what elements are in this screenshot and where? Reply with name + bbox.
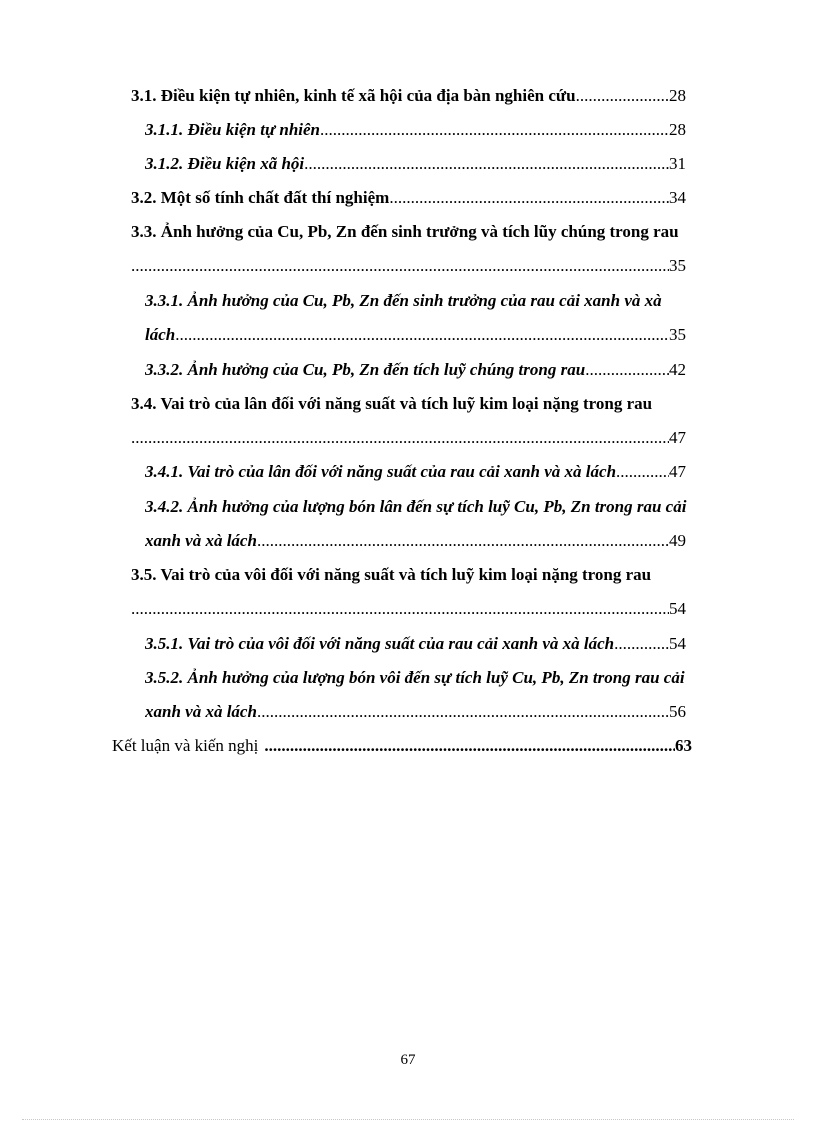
page-bottom-rule: [22, 1119, 794, 1120]
toc-entry-3-4-1[interactable]: [145, 459, 686, 485]
toc-entry-page: 49: [669, 531, 686, 550]
toc-leader-dots: [131, 425, 669, 451]
toc-entry-page: 56: [669, 702, 686, 721]
toc-entry-title-cont: xanh và xà lách: [145, 702, 257, 721]
toc-entry-3-3-leader[interactable]: [131, 253, 686, 279]
toc-entry-page: 63: [675, 736, 692, 755]
toc-entry-3-1-2[interactable]: [145, 151, 686, 177]
toc-leader-dots: [264, 733, 675, 759]
toc-entry-3-3-title[interactable]: [131, 219, 751, 245]
toc-leader-dots: [614, 631, 669, 657]
toc-entry-page: 42: [669, 360, 686, 379]
toc-entry-title: 3.3.2. Ảnh hưởng của Cu, Pb, Zn đến tích luỹ chúng trong rau: [145, 360, 586, 379]
toc-leader-dots: [175, 322, 669, 348]
toc-leader-dots: [131, 596, 669, 622]
toc-entry-3-5-2-leader[interactable]: [145, 699, 686, 725]
toc-entry-title: 3.2. Một số tính chất đất thí nghiệm: [131, 188, 390, 207]
toc-entry-title: 3.1.1. Điều kiện tự nhiên: [145, 120, 321, 139]
toc-entry-title: 3.4.1. Vai trò của lân đối với năng suất của rau cải xanh và xà lách: [145, 462, 617, 481]
toc-leader-dots: [257, 699, 669, 725]
toc-entry-3-5-2-title[interactable]: [145, 665, 745, 691]
toc-entry-page: 34: [669, 188, 686, 207]
toc-entry-conclusion[interactable]: [112, 733, 692, 759]
toc-entry-page: 47: [669, 462, 686, 481]
toc-entry-3-1[interactable]: [131, 83, 686, 109]
toc-leader-dots: [585, 357, 669, 383]
toc-entry-title: 3.1.2. Điều kiện xã hội: [145, 154, 305, 173]
toc-leader-dots: [320, 117, 669, 143]
toc-entry-title: 3.5.1. Vai trò của vôi đối với năng suất của rau cải xanh và xà lách: [145, 634, 615, 653]
toc-entry-3-4-2-leader[interactable]: [145, 528, 686, 554]
toc-entry-page: 47: [669, 428, 686, 447]
toc-leader-dots: [257, 528, 669, 554]
toc-entry-3-4-leader[interactable]: [131, 425, 686, 451]
toc-entry-page: 54: [669, 634, 686, 653]
toc-entry-title: 3.5.2. Ảnh hưởng của lượng bón vôi đến sự tích luỹ Cu, Pb, Zn trong rau cải: [145, 668, 685, 687]
toc-leader-dots: [131, 253, 669, 279]
toc-entry-title: 3.3. Ảnh hưởng của Cu, Pb, Zn đến sinh trưởng và tích lũy chúng trong rau: [131, 222, 679, 241]
toc-entry-3-1-1[interactable]: [145, 117, 686, 143]
toc-leader-dots: [616, 459, 669, 485]
toc-leader-dots: [389, 185, 669, 211]
page-number: 67: [400, 1052, 416, 1068]
toc-entry-3-3-2[interactable]: [145, 357, 686, 383]
toc-entry-title: 3.4.2. Ảnh hưởng của lượng bón lân đến sự tích luỹ Cu, Pb, Zn trong rau cải: [145, 497, 687, 516]
toc-entry-page: 31: [669, 154, 686, 173]
toc-entry-title: 3.3.1. Ảnh hưởng của Cu, Pb, Zn đến sinh trưởng của rau cải xanh và xà: [145, 291, 662, 310]
toc-entry-3-2[interactable]: [131, 185, 686, 211]
toc-leader-dots: [304, 151, 669, 177]
toc-entry-page: 28: [669, 86, 686, 105]
toc-entry-page: 54: [669, 599, 686, 618]
toc-entry-title: 3.5. Vai trò của vôi đối với năng suất và tích luỹ kim loại nặng trong rau: [131, 565, 652, 584]
toc-entry-3-5-leader[interactable]: [131, 596, 686, 622]
toc-entry-title-cont: xanh và xà lách: [145, 531, 257, 550]
toc-entry-title: Kết luận và kiến nghị: [112, 736, 259, 755]
toc-entry-3-4-2-title[interactable]: [145, 494, 745, 520]
toc-entry-page: 35: [669, 256, 686, 275]
toc-entry-title: 3.1. Điều kiện tự nhiên, kinh tế xã hội của địa bàn nghiên cứu: [131, 86, 576, 105]
toc-entry-3-5-title[interactable]: [131, 562, 751, 588]
toc-entry-title: 3.4. Vai trò của lân đối với năng suất và tích luỹ kim loại nặng trong rau: [131, 394, 653, 413]
toc-entry-3-5-1[interactable]: [145, 631, 686, 657]
toc-entry-3-3-1-leader[interactable]: [145, 322, 686, 348]
toc-entry-page: 35: [669, 325, 686, 344]
toc-entry-page: 28: [669, 120, 686, 139]
toc-entry-3-3-1-title[interactable]: [145, 288, 745, 314]
toc-leader-dots: [576, 83, 669, 109]
toc-entry-3-4-title[interactable]: [131, 391, 751, 417]
toc-entry-title-cont: lách: [145, 325, 176, 344]
